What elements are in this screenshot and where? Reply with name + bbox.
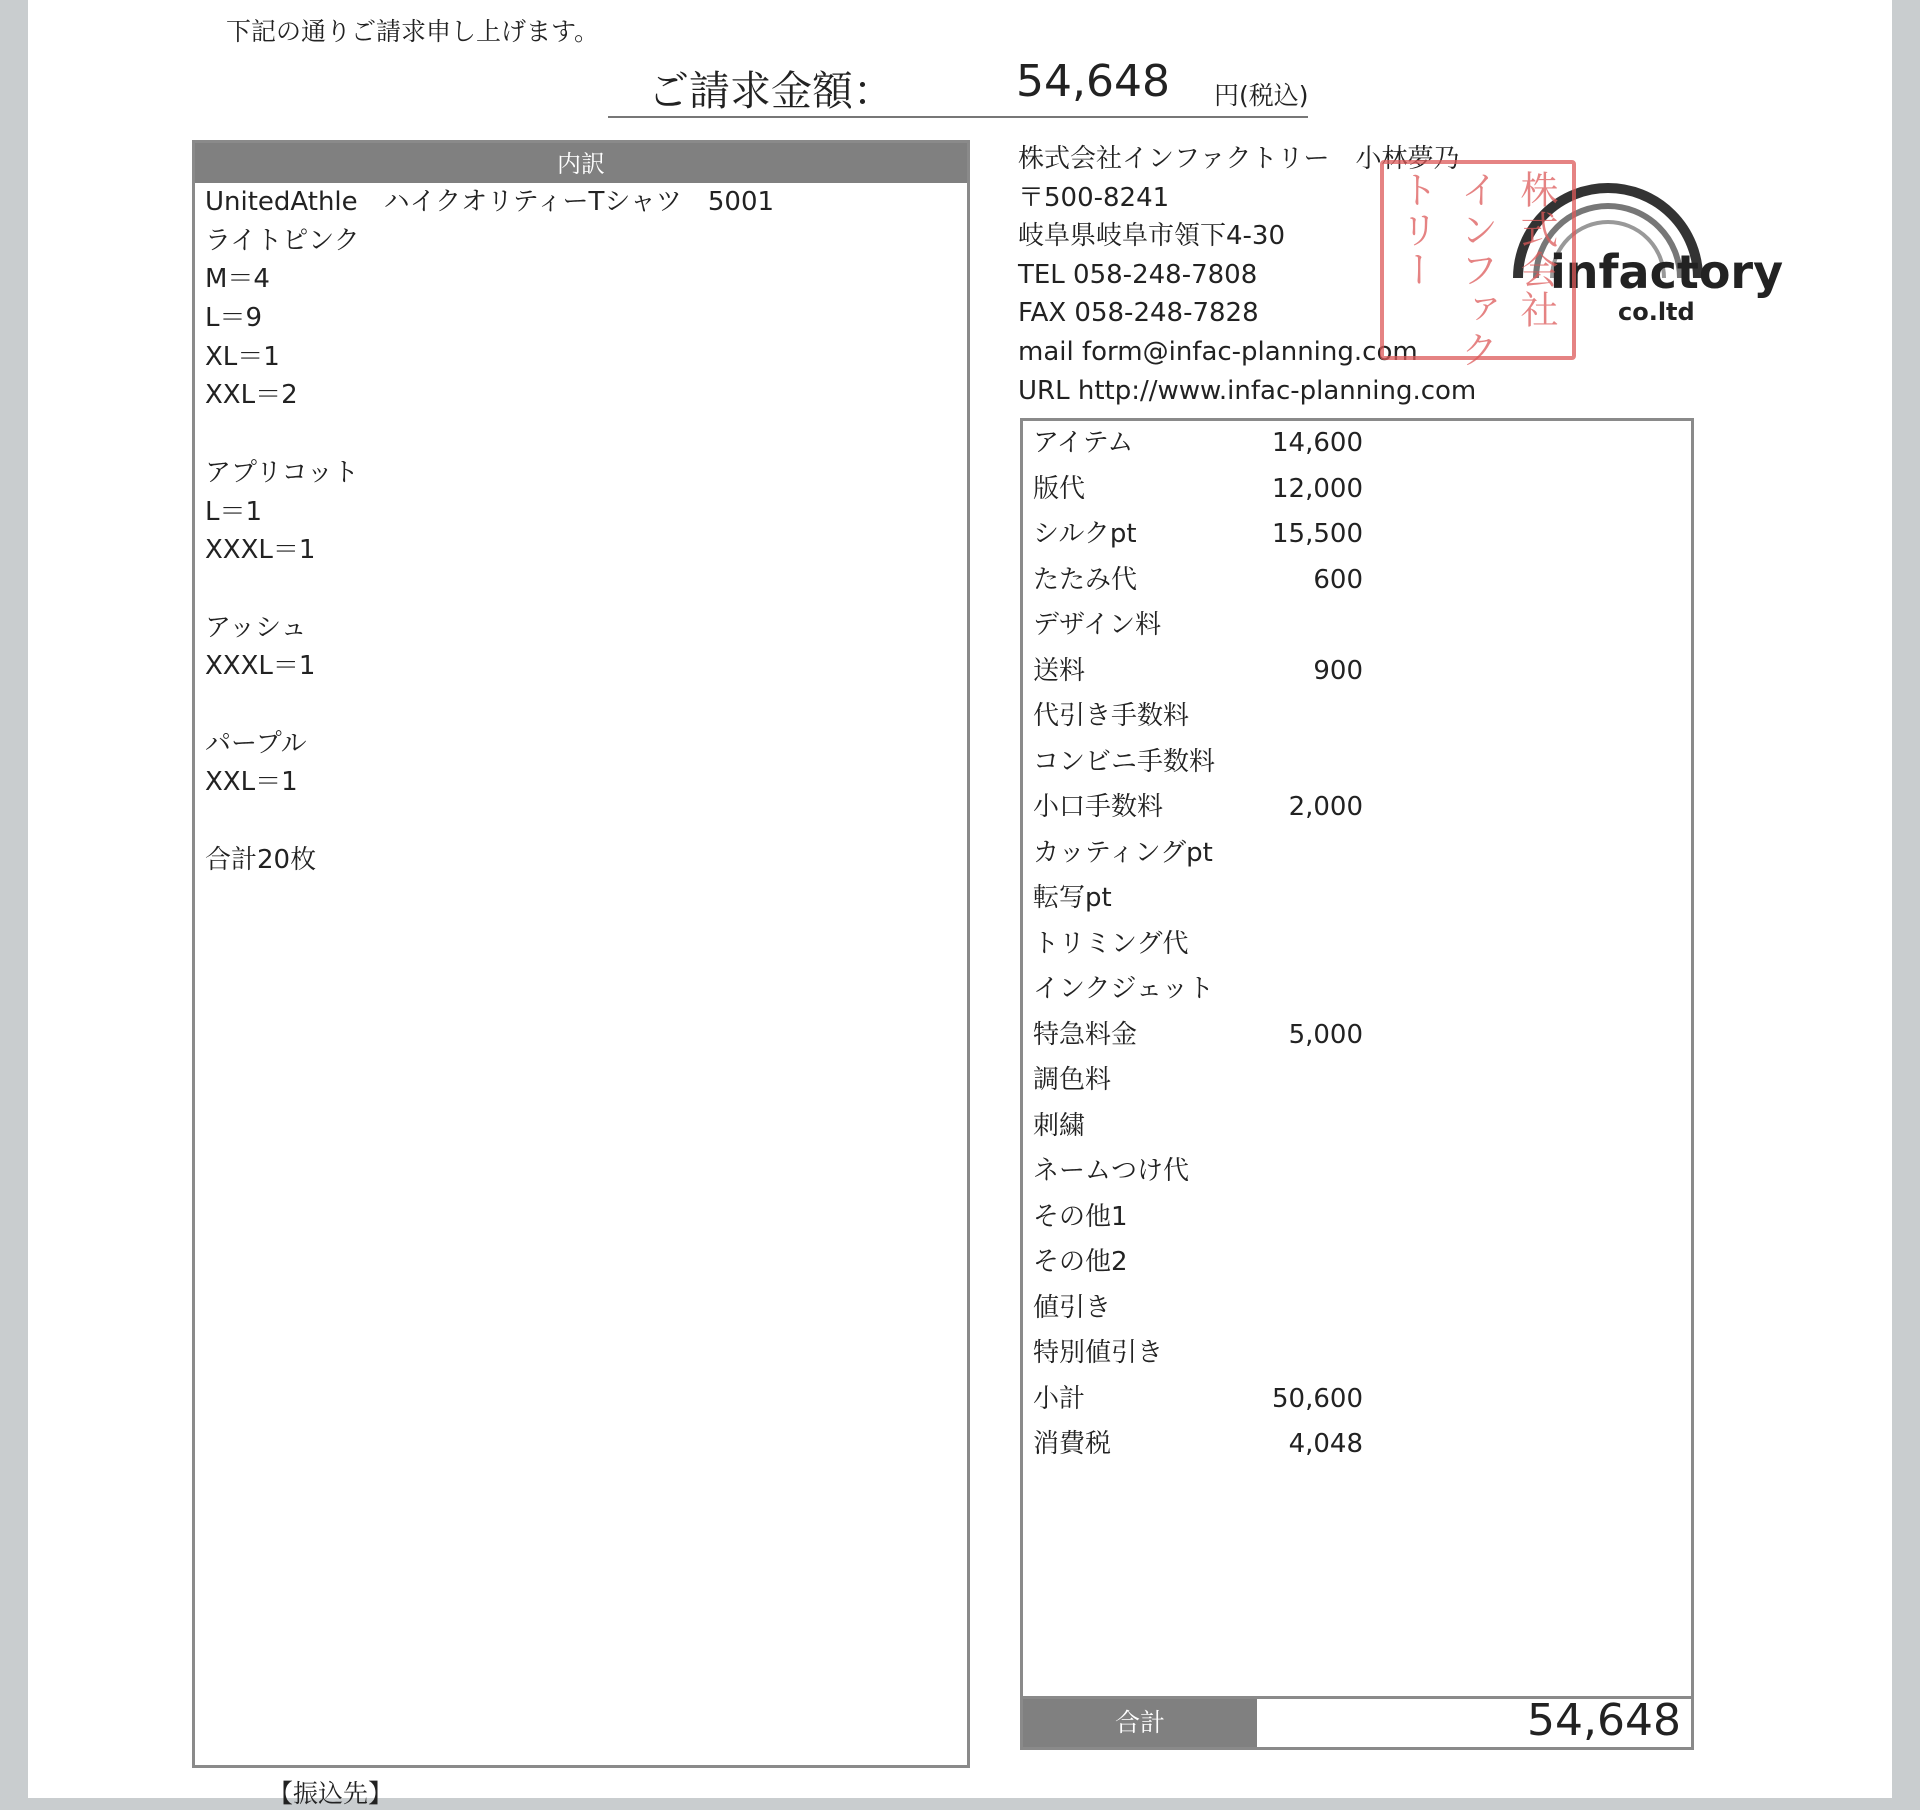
company-mail: mail form@infac-planning.com <box>1018 336 1418 367</box>
breakdown-line: XXXL＝1 <box>205 651 316 682</box>
charge-value: 50,600 <box>1272 1383 1363 1414</box>
charge-row <box>1023 649 1691 695</box>
charge-row <box>1023 1149 1691 1195</box>
breakdown-line: XXL＝1 <box>205 767 298 798</box>
logo-sub: co.ltd <box>1618 298 1695 326</box>
amount-value: 54,648 <box>1016 56 1170 107</box>
breakdown-line <box>205 570 967 609</box>
charge-row <box>1023 1104 1691 1150</box>
charge-label: 版代 <box>1033 473 1086 504</box>
charge-label: 小計 <box>1033 1383 1086 1414</box>
logo-text: infactory <box>1550 245 1784 299</box>
charge-value: 12,000 <box>1272 473 1363 504</box>
charge-row <box>1023 1058 1691 1104</box>
breakdown-header: 内訳 <box>195 143 967 183</box>
charge-label: 刺繍 <box>1033 1110 1086 1141</box>
breakdown-line: XXL＝2 <box>205 380 298 411</box>
total-label: 合計 <box>1023 1699 1257 1747</box>
company-postal: 〒500-8241 <box>1018 182 1170 213</box>
breakdown-line: UnitedAthle ハイクオリティーTシャツ 5001 <box>205 187 775 217</box>
charge-value: 600 <box>1313 564 1363 595</box>
charge-row <box>1023 1331 1691 1377</box>
company-name: 株式会社インファクトリー 小林夢乃 <box>1018 144 1460 174</box>
charge-label: 小口手数料 <box>1033 792 1164 822</box>
charge-label: その他1 <box>1033 1201 1128 1232</box>
charge-row <box>1023 694 1691 740</box>
charges-list <box>1023 421 1691 1468</box>
bank-heading: 【振込先】 <box>268 1779 394 1808</box>
charge-row <box>1023 740 1691 786</box>
breakdown-line: XL＝1 <box>205 341 280 372</box>
charge-label: 送料 <box>1033 655 1086 686</box>
breakdown-line: L＝1 <box>205 496 263 527</box>
charge-label: コンビニ手数料 <box>1033 746 1216 777</box>
charge-value: 2,000 <box>1288 792 1363 822</box>
charge-row <box>1023 1240 1691 1286</box>
charge-label: アイテム <box>1033 428 1134 458</box>
invoice-page <box>28 0 1892 1808</box>
breakdown-box <box>192 140 970 1768</box>
charge-row <box>1023 467 1691 513</box>
breakdown-line <box>205 415 967 454</box>
intro-text: 下記の通りご請求申し上げます。 <box>226 17 600 46</box>
charge-label: 値引き <box>1033 1292 1112 1323</box>
charge-row <box>1023 831 1691 877</box>
company-address: 岐阜県岐阜市領下4-30 <box>1018 221 1286 252</box>
charge-row <box>1023 876 1691 922</box>
charge-label: 特急料金 <box>1033 1019 1138 1050</box>
total-value: 54,648 <box>1527 1695 1681 1746</box>
charge-row <box>1023 1286 1691 1332</box>
amount-unit: 円(税込) <box>1214 81 1309 110</box>
breakdown-line: L＝9 <box>205 303 263 334</box>
breakdown-line: M＝4 <box>205 264 270 295</box>
seal-text-2: インファク <box>1454 170 1498 370</box>
charge-row <box>1023 512 1691 558</box>
charge-label: デザイン料 <box>1033 610 1162 640</box>
breakdown-line: ライトピンク <box>205 225 360 256</box>
charge-label: 特別値引き <box>1033 1338 1164 1368</box>
charge-row <box>1023 967 1691 1013</box>
charge-value: 4,048 <box>1288 1429 1363 1459</box>
charge-label: インクジェット <box>1033 974 1214 1004</box>
seal-text-3: トリー <box>1394 170 1438 290</box>
charge-value: 14,600 <box>1272 428 1363 458</box>
charge-label: 消費税 <box>1033 1429 1112 1459</box>
charge-row <box>1023 922 1691 968</box>
breakdown-line <box>205 802 967 841</box>
charge-row <box>1023 558 1691 604</box>
charge-label: カッティングpt <box>1033 837 1213 868</box>
charge-label: 代引き手数料 <box>1033 701 1190 731</box>
charge-label: シルクpt <box>1033 519 1137 549</box>
breakdown-line: アプリコット <box>205 457 359 488</box>
company-tel: TEL 058-248-7808 <box>1018 259 1258 290</box>
charge-label: 転写pt <box>1033 883 1112 913</box>
charge-label: その他2 <box>1033 1247 1128 1277</box>
breakdown-line: アッシュ <box>205 612 307 643</box>
charge-value: 5,000 <box>1288 1019 1363 1050</box>
breakdown-line: XXXL＝1 <box>205 535 316 566</box>
charge-label: 調色料 <box>1033 1065 1112 1095</box>
company-fax: FAX 058-248-7828 <box>1018 298 1259 329</box>
amount-label: ご請求金額： <box>648 67 894 115</box>
charge-row <box>1023 603 1691 649</box>
charge-row <box>1023 785 1691 831</box>
charge-row <box>1023 1195 1691 1241</box>
charge-row <box>1023 421 1691 467</box>
charge-row <box>1023 1422 1691 1468</box>
breakdown-line <box>205 686 967 725</box>
charge-label: トリミング代 <box>1033 928 1189 959</box>
charge-row <box>1023 1013 1691 1059</box>
billing-amount <box>608 58 1308 118</box>
breakdown-line: パープル <box>205 728 307 759</box>
charge-value: 15,500 <box>1272 519 1363 549</box>
charges-box <box>1020 418 1694 1750</box>
charge-value: 900 <box>1313 655 1363 686</box>
charge-label: ネームつけ代 <box>1033 1156 1190 1186</box>
charge-row <box>1023 1377 1691 1423</box>
breakdown-line: 合計20枚 <box>205 844 317 875</box>
charge-label: たたみ代 <box>1033 564 1138 595</box>
breakdown-list <box>195 183 967 879</box>
company-url: URL http://www.infac-planning.com <box>1018 375 1477 406</box>
seal-text-1: 株式会社 <box>1514 170 1558 330</box>
company-seal <box>1380 160 1576 370</box>
total-bar <box>1023 1696 1691 1747</box>
